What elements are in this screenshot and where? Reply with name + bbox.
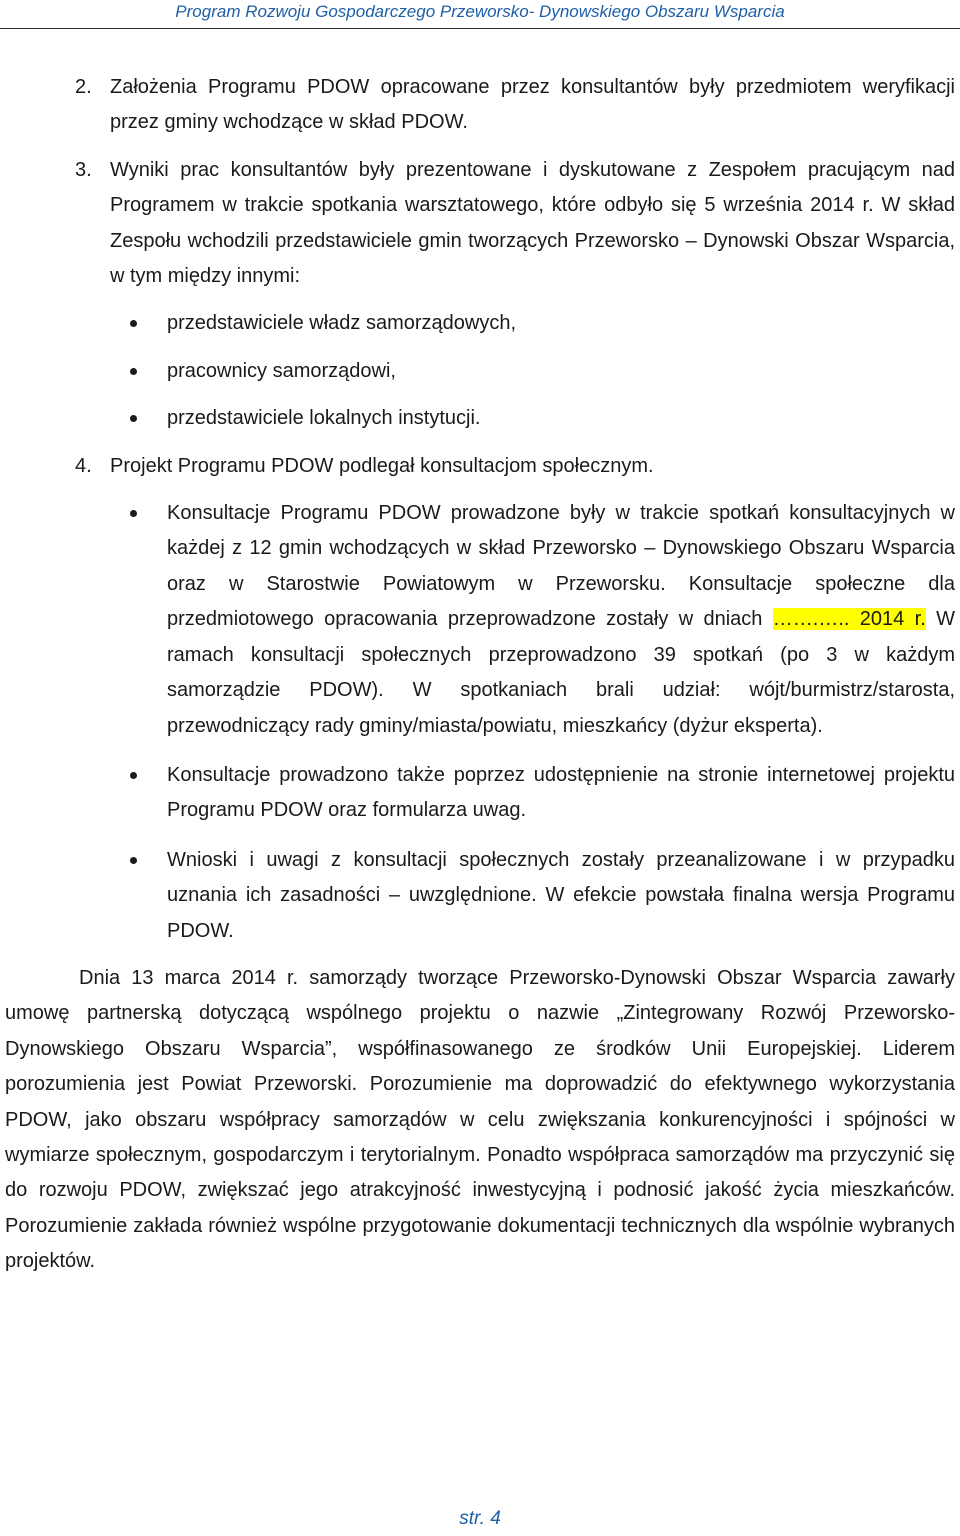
bullet-icon	[130, 510, 137, 517]
list-item-2	[0, 70, 960, 141]
team-bullet-2	[0, 354, 960, 389]
list-item-text: Wyniki prac konsultantów były prezentowane i dyskutowane z Zespołem pracującym nad Programem w trakcie spotkania warsztatowego, które odbyło się 5 września 2014 r. W skład Zespołu wchodzili przedstawiciele gmin tworzących Przeworsko – Dynowski Obszar Wsparcia, w tym między innymi:	[110, 158, 955, 288]
bullet-text: W ramach konsultacji społecznych przeprowadzono 39 spotkań (po 3 w każdym samorządzie PDOW). W spotkaniach brali udział: wójt/burmistrz/starosta, przewodniczący rady gminy/miasta/powiatu, mieszkańcy (dyżur eksperta).	[167, 608, 955, 737]
date-placeholder-highlight: …….….. 2014 r.	[772, 608, 926, 631]
consult-bullet-1	[0, 496, 960, 744]
bullet-text: przedstawiciele władz samorządowych,	[167, 312, 517, 335]
bullet-text: Konsultacje Programu PDOW prowadzone były w trakcie spotkań konsultacyjnych w każdej z 12 gmin wchodzących w skład Przeworsko – Dynowskiego Obszaru Wsparcia oraz w Starostwie Powiatowym w Przeworsku. Konsultacje społeczne dla przedmiotowego opracowania przeprowadzone zostały w dniach	[167, 502, 955, 631]
bullet-icon	[130, 857, 137, 864]
list-item-text: Projekt Programu PDOW podlegał konsultacjom społecznym.	[110, 454, 654, 477]
team-bullet-1	[0, 306, 960, 341]
consult-bullet-2	[0, 758, 960, 829]
bullet-icon	[130, 368, 137, 375]
bullet-text: Konsultacje prowadzono także poprzez udostępnienie na stronie internetowej projektu Programu PDOW oraz formularza uwag.	[167, 763, 955, 822]
list-number: 3.	[75, 158, 92, 181]
bullet-icon	[130, 415, 137, 422]
document-body	[0, 70, 960, 1280]
team-bullet-3	[0, 401, 960, 436]
bullet-text: pracownicy samorządowi,	[167, 359, 396, 382]
list-number: 4.	[75, 454, 92, 477]
list-item-text: Założenia Programu PDOW opracowane przez konsultantów były przedmiotem weryfikacji przez gminy wchodzące w skład PDOW.	[110, 76, 955, 134]
bullet-icon	[130, 320, 137, 327]
bullet-text: przedstawiciele lokalnych instytucji.	[167, 407, 481, 430]
bullet-icon	[130, 772, 137, 779]
page-number: str. 4	[459, 1508, 501, 1529]
list-item-3	[0, 153, 960, 295]
running-header: Program Rozwoju Gospodarczego Przeworsko- Dynowskiego Obszaru Wsparcia	[175, 2, 785, 21]
bullet-text: Wnioski i uwagi z konsultacji społecznych zostały przeanalizowane i w przypadku uznania ich zasadności – uwzględnione. W efekcie powstała finalna wersja Programu PDOW.	[167, 848, 955, 942]
list-item-4	[0, 449, 960, 484]
header-divider	[0, 28, 960, 29]
list-number: 2.	[75, 76, 92, 98]
consult-bullet-3	[0, 843, 960, 949]
partnership-paragraph: Dnia 13 marca 2014 r. samorządy tworzące Przeworsko-Dynowski Obszar Wsparcia zawarły umowę partnerską dotyczącą wspólnego projektu o nazwie „Zintegrowany Rozwój Przeworsko-Dynowskiego Obszaru Wsparcia”, współfinasowanego ze środków Unii Europejskiej. Liderem porozumienia jest Powiat Przeworski. Porozumienie ma doprowadzić do efektywnego wykorzystania PDOW, jako obszaru współpracy samorządów w celu zwiększania konkurencyjności i spójności w wymiarze społecznym, gospodarczym i terytorialnym. Ponadto współpraca samorządów ma przyczynić się do rozwoju PDOW, zwiększać jego atrakcyjność inwestycyjną i podnosić jakość życia mieszkańców. Porozumienie zakłada również wspólne przygotowanie dokumentacji technicznych dla wspólnie wybranych projektów.	[5, 966, 955, 1273]
